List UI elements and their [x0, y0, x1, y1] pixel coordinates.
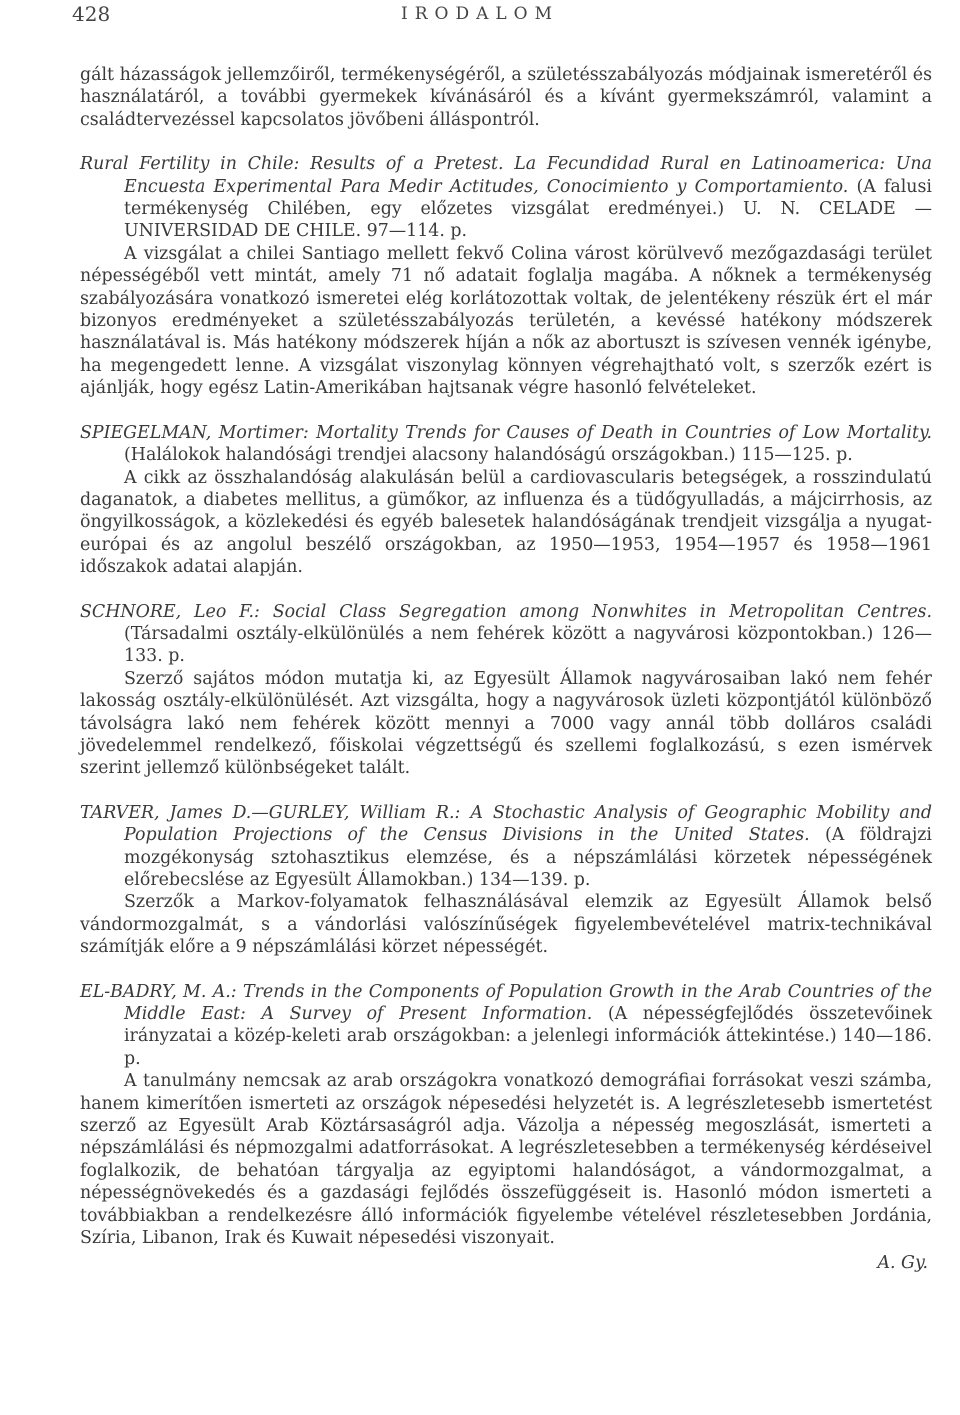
citation-author: TARVER, James D.—GURLEY, William R.: — [80, 802, 461, 823]
bibliography-entry — [80, 981, 932, 1250]
citation-details: (A népességfejlődés összetevőinek irányzatai a közép-keleti arab országokban: a jelenlegi információk áttekintése.) 140—186. p. — [124, 1004, 933, 1069]
running-title: IRODALOM — [401, 4, 559, 24]
citation — [80, 601, 932, 668]
citation-details: (A falusi termékenység Chilében, egy előzetes vizsgálat eredményei.) U. N. CELADE — UNIVERSIDAD DE CHILE. 97—114. p. — [124, 176, 932, 242]
page-body — [80, 64, 932, 1274]
abstract-paragraph: A cikk az összhalandóság alakulásán belül a cardiovascularis betegségek, a rosszindulatú daganatok, a diabetes mellitus, a gümőkor, az influenza és a tüdőgyulladás, a májcirrhosis, az öngyilkosságok, a közlekedési és egyéb balesetek halandóságának trendjeit vizsgálja a nyugat-európai és az angolul beszélő országokban, az 1950—1953, 1954—1957 és 1958—1961 időszakok adatai alapján. — [80, 467, 932, 578]
bibliography-entry — [80, 153, 932, 399]
reviewer-signature: A. Gy. — [877, 1252, 928, 1273]
abstract-paragraph: A tanulmány nemcsak az arab országokra vonatkozó demográfiai forrásokat veszi számba, hanem kimerítően ismerteti az országok népesedési helyzetét is. A legrészletesebb ismertetést szerző az Egyesült Arab Köztársaságról adja. Vázolja a népesség megoszlását, ismerteti a népszámlálási és népmozgalmi adatforrásokat. A legrészletesebben a termékenység kérdéseivel foglalkozik, de behatóan tárgyalja az egyiptomi halandóságot, a vándormozgalmat, a népességnövekedés és a gazdasági fejlődés összefüggéseit is. Hasonló módon ismerteti a továbbiakban a rendelkezésre álló információk figyelembe vételével részletesebben Jordánia, Szíria, Libanon, Irak és Kuwait népesedési viszonyait. — [80, 1071, 932, 1249]
abstract-paragraph: A vizsgálat a chilei Santiago mellett fekvő Colina várost körülvevő mezőgazdasági terület népességéből vett mintát, amely 71 nő adatait foglalja magába. A nőknek a termékenység szabályozására vonatkozó ismeretei elég korlátozottak voltak, de jelentékeny részük ért el már bizonyos eredményeket a születésszabályozás területén, a kevéssé hatékony módszerek használatával is. Más hatékony módszerek híján a nők az abortuszt is szívesen vennék igénybe, ha megengedett lenne. A vizsgálat viszonylag könnyen végrehajtható volt, s szerzők ezért is ajánlják, hogy egész Latin-Amerikában hajtsanak végre hasonló felvételeket. — [80, 243, 932, 399]
citation-author: EL-BADRY, M. A.: — [80, 981, 237, 1002]
abstract-paragraph: Szerzők a Markov-folyamatok felhasználásával elemzik az Egyesült Államok belső vándormozgalmát, s a vándorlási valószínűségek figyelembevételével matrix-technikával számítják előre a 9 népszámlálási körzet népességét. — [80, 892, 932, 958]
bibliography-entry — [80, 802, 932, 959]
citation-details: (A földrajzi mozgékonyság sztohasztikus elemzése, és a népszámlálási körzetek népességének előrebecslése az Egyesült Államokban.) 134—139. p. — [124, 825, 932, 890]
citation-author: SPIEGELMAN, Mortimer: — [80, 422, 309, 443]
continuation-paragraph: gált házasságok jellemzőiről, termékenységéről, a születésszabályozás módjainak ismeretéről és használatáról, a további gyermekek kívánásáról és a kívánt gyermekszámról, valamint a családtervezéssel kapcsolatos jövőbeni álláspontról. — [80, 65, 932, 130]
citation-title: A Stochastic Analysis of Geographic Mobility and Population Projections of the Census Divisions in the United States. — [124, 802, 932, 846]
citation-title: Social Class Segregation among Nonwhites in Metropolitan Centres. — [259, 601, 932, 622]
citation — [80, 802, 932, 892]
abstract-paragraph: Szerző sajátos módon mutatja ki, az Egyesült Államok nagyvárosaiban lakó nem fehér lakosság osztály-elkülönülését. Azt vizsgálta, hogy a nagyvárosok üzleti központjától különböző távolságra lakó nem fehérek között mennyi a 7000 vagy annál több dolláros családi jövedelemmel rendelkező, főiskolai végzettségű és szellemi foglalkozású, s ezen ismérvek szerint jellemző különbségeket talált. — [80, 668, 932, 779]
citation-author: SCHNORE, Leo F.: — [80, 601, 260, 622]
page-header — [0, 0, 960, 36]
citation-title: Rural Fertility in Chile: Results of a Pretest. La Fecundidad Rural en Latinoamerica: Una Encuesta Experimental Para Medir Actitudes, Conocimiento y Comportamiento. — [80, 154, 932, 197]
page-number: 428 — [72, 2, 111, 26]
citation-title: Mortality Trends for Causes of Death in Countries of Low Mortality. — [308, 422, 932, 443]
citation — [80, 981, 932, 1071]
citation — [80, 422, 932, 467]
bibliography-entry — [80, 422, 932, 579]
citation-details: (Társadalmi osztály-elkülönülés a nem fehérek között a nagyvárosi központokban.) 126—133. p. — [124, 623, 932, 667]
citation-title: Trends in the Components of Population Growth in the Arab Countries of the Middle East: A Survey of Present Information. — [124, 981, 932, 1025]
citation-details: (Halálokok halandósági trendjei alacsony halandóságú országokban.) 115—125. p. — [124, 445, 853, 466]
citation — [80, 153, 932, 243]
bibliography-entry — [80, 601, 932, 780]
